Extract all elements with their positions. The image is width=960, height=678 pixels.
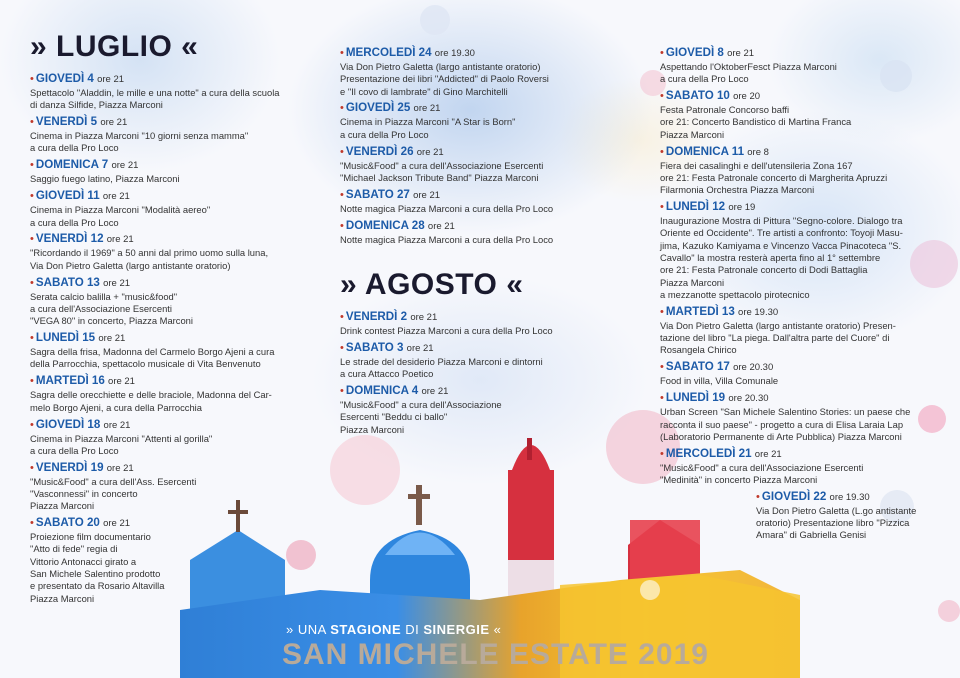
event-time: ore 21 <box>100 117 128 129</box>
event-time: ore 21 <box>410 312 438 324</box>
event-description-line: a cura della Pro Loco <box>30 142 119 154</box>
event-day: GIOVEDÌ 25 <box>345 101 411 115</box>
event-description-line: Food in villa, Villa Comunale <box>660 375 779 387</box>
event-description-line: Rosangela Chirico <box>660 344 737 356</box>
event-day: GIOVEDÌ 18 <box>35 417 101 431</box>
event-description-line: Piazza Marconi <box>340 423 405 435</box>
event-description-line: a cura Attacco Poetico <box>340 368 434 380</box>
event-item <box>660 89 950 141</box>
bullet-icon: • <box>30 276 34 289</box>
event-description-line: "Music&Food" a cura dell'Associazione Esercenti <box>660 461 864 473</box>
event-item <box>660 391 950 443</box>
event-heading <box>660 391 950 406</box>
event-heading <box>30 418 310 433</box>
event-heading <box>340 384 630 399</box>
bullet-icon: • <box>340 311 344 324</box>
event-day: DOMENICA 28 <box>345 218 425 232</box>
event-description-line: Sagra della frisa, Madonna del Carmelo Borgo Ajeni a cura <box>30 346 275 358</box>
event-time: ore 21 <box>754 448 782 460</box>
event-item <box>756 490 950 542</box>
event-description-line: Fiera dei casalinghi e dell'utensileria Zona 167 <box>660 159 853 171</box>
bullet-icon: • <box>660 305 664 318</box>
event-time: ore 21 <box>103 518 131 530</box>
event-description-line: Festa Patronale Concorso baffi <box>660 104 790 116</box>
event-day: VENERDÌ 12 <box>35 232 104 246</box>
event-time: ore 21 <box>413 103 441 115</box>
event-day: VENERDÌ 5 <box>35 115 98 129</box>
bullet-icon: • <box>30 418 34 431</box>
event-description-line: San Michele Salentino prodotto <box>30 568 161 580</box>
event-item <box>30 418 310 458</box>
bullet-icon: • <box>30 116 34 129</box>
event-time: ore 21 <box>108 376 135 388</box>
event-description-line: melo Borgo Ajeni, a cura della Parrocchia <box>30 401 202 413</box>
event-time: ore 21 <box>421 386 449 398</box>
event-time: ore 19.30 <box>738 306 779 318</box>
event-description-line: Oriente ed Occidente". Tre artisti a confronto: Toyoji Masu- <box>660 227 903 239</box>
event-description-line: Filarmonia Orchestra Piazza Marconi <box>660 184 815 196</box>
event-item <box>660 46 950 86</box>
event-day: SABATO 3 <box>345 340 404 354</box>
bullet-icon: • <box>340 219 344 232</box>
event-day: GIOVEDÌ 4 <box>35 72 94 85</box>
event-description-line: "Ricordando il 1969" a 50 anni dal primo uomo sulla luna, <box>30 247 269 259</box>
event-item <box>660 447 950 487</box>
event-heading <box>660 305 950 320</box>
event-item <box>340 384 630 436</box>
tagline-part: » UNA <box>286 622 331 637</box>
bullet-icon: • <box>660 201 664 214</box>
bullet-icon: • <box>660 145 664 158</box>
event-item <box>340 46 630 98</box>
event-day: GIOVEDÌ 22 <box>761 489 827 503</box>
event-description-line: "Music&Food" a cura dell'Ass. Esercenti <box>30 475 197 487</box>
festival-title: SAN MICHELE ESTATE 2019 <box>282 638 709 671</box>
event-time: ore 21 <box>103 419 131 431</box>
event-description-line: Esercenti "Beddu ci ballo" <box>340 411 448 423</box>
event-heading <box>660 200 950 215</box>
event-time: ore 21 <box>413 189 441 201</box>
event-heading <box>340 46 630 61</box>
event-description-line: "Michael Jackson Tribute Band" Piazza Marconi <box>340 171 539 183</box>
event-day: LUNEDÌ 15 <box>35 331 96 345</box>
tagline-part: DI <box>401 622 424 637</box>
event-heading <box>30 232 310 247</box>
event-heading <box>30 331 310 346</box>
event-time: ore 20.30 <box>733 362 774 374</box>
tagline-part: « <box>489 622 502 637</box>
event-description-line: a cura della Pro Loco <box>340 128 429 140</box>
event-item <box>30 516 310 605</box>
event-time: ore 21 <box>416 146 444 158</box>
event-description-line: e presentato da Rosario Altavilla <box>30 580 165 592</box>
event-day: VENERDÌ 19 <box>35 460 104 474</box>
bullet-icon: • <box>30 375 34 388</box>
event-heading <box>340 310 630 325</box>
event-item <box>660 200 950 301</box>
bullet-icon: • <box>340 385 344 398</box>
event-time: ore 21 <box>427 220 455 232</box>
event-time: ore 19.30 <box>434 48 475 59</box>
event-description-line: Piazza Marconi <box>660 128 725 140</box>
event-description-line: Spettacolo "Aladdin, le mille e una notte" a cura della scuola <box>30 87 280 98</box>
event-day: MERCOLEDÌ 21 <box>665 446 752 460</box>
event-time: ore 8 <box>747 146 769 158</box>
event-description-line: Cinema in Piazza Marconi "A Star is Born" <box>340 116 516 128</box>
event-description-line: Piazza Marconi <box>30 500 95 512</box>
event-heading <box>660 360 950 375</box>
event-heading <box>340 219 630 234</box>
event-description-line: tazione del libro "La piega. Dall'altra parte del Cuore" di <box>660 332 890 344</box>
event-time: ore 21 <box>98 333 126 345</box>
event-day: DOMENICA 7 <box>35 158 109 172</box>
event-description-line: ore 21: Festa Patronale concerto di Dodi Battaglia <box>660 264 868 276</box>
event-description-line: di danza Silfide, Piazza Marconi <box>30 99 163 111</box>
event-heading <box>340 341 630 356</box>
event-description-line: Via Don Pietro Galetta (largo antistante oratorio) Presen- <box>660 319 896 331</box>
event-time: ore 21 <box>106 234 134 246</box>
bullet-icon: • <box>30 159 34 172</box>
event-item <box>30 189 310 229</box>
event-list <box>340 310 630 436</box>
event-day: VENERDÌ 2 <box>345 310 408 324</box>
event-description-line: Sagra delle orecchiette e delle braciole, Madonna del Car- <box>30 389 272 401</box>
event-heading <box>660 145 950 160</box>
event-item <box>660 360 950 387</box>
event-description-line: Proiezione film documentario <box>30 531 151 543</box>
event-description-line: "Music&Food" a cura dell'Associazione <box>340 399 502 411</box>
tagline-part: STAGIONE <box>330 622 402 637</box>
event-item <box>30 115 310 155</box>
event-day: MARTEDÌ 13 <box>665 304 735 318</box>
event-description-line: Via Don Pietro Galetta (L.go antistante <box>756 504 917 516</box>
event-heading <box>30 461 310 476</box>
event-heading <box>756 490 950 505</box>
event-description-line: Cinema in Piazza Marconi "Modalità aereo" <box>30 204 211 216</box>
bullet-icon: • <box>660 361 664 374</box>
event-time: ore 21 <box>102 191 130 203</box>
event-description-line: "Atto di fede" regia di <box>30 543 118 555</box>
bullet-icon: • <box>660 47 664 59</box>
event-description-line: "Medinità" in concerto Piazza Marconi <box>660 473 818 485</box>
event-day: LUNEDÌ 12 <box>665 200 726 214</box>
event-description-line: Vittorio Antonacci girato a <box>30 555 137 567</box>
event-description-line: jima, Kazuko Kamiyama e Vincenzo Vacca Pinacoteca "S. <box>660 239 902 251</box>
event-item <box>30 374 310 414</box>
event-description-line: ore 21: Festa Patronale concerto di Margherita Apruzzi <box>660 171 888 183</box>
event-item <box>660 305 950 357</box>
event-description-line: Notte magica Piazza Marconi a cura della Pro Loco <box>340 233 554 245</box>
event-heading <box>30 158 310 173</box>
luglio-column <box>30 30 310 609</box>
event-description-line: Cavallo" la mostra resterà aperta fino al 1° settembre <box>660 252 881 264</box>
bullet-icon: • <box>30 190 34 203</box>
event-description-line: Presentazione dei libri "Addicted" di Paolo Roversi <box>340 73 549 85</box>
event-day: SABATO 27 <box>345 187 410 201</box>
event-description-line: Le strade del desiderio Piazza Marconi e dintorni <box>340 355 543 367</box>
event-time: ore 21 <box>103 277 131 289</box>
event-description-line: "Music&Food" a cura dell'Associazione Esercenti <box>340 159 544 171</box>
event-description-line: Cinema in Piazza Marconi "Attenti al gorilla" <box>30 432 213 444</box>
footer-tagline <box>286 622 501 637</box>
event-heading <box>340 188 630 203</box>
bullet-icon: • <box>30 332 34 345</box>
event-description-line: a cura della Pro Loco <box>30 444 119 456</box>
event-list <box>30 72 310 605</box>
month-title-agosto: » AGOSTO « <box>340 268 524 302</box>
event-day: GIOVEDÌ 8 <box>665 46 724 59</box>
event-description-line: e "Il covo di lambrate" di Gino Marchitelli <box>340 85 508 97</box>
event-day: SABATO 20 <box>35 516 100 530</box>
event-day: LUNEDÌ 19 <box>665 391 726 405</box>
event-description-line: Saggio fuego latino, Piazza Marconi <box>30 173 180 185</box>
event-item <box>340 341 630 381</box>
bullet-icon: • <box>660 90 664 103</box>
event-heading <box>660 46 950 61</box>
event-heading <box>30 115 310 130</box>
event-description-line: Piazza Marconi <box>660 276 725 288</box>
event-day: SABATO 10 <box>665 89 730 103</box>
event-time: ore 19.30 <box>829 491 870 503</box>
bullet-icon: • <box>340 145 344 158</box>
event-description-line: Via Don Pietro Galetta (largo antistante oratorio) <box>340 61 541 72</box>
bullet-icon: • <box>340 188 344 201</box>
bullet-icon: • <box>660 447 664 460</box>
event-time: ore 21 <box>727 48 755 59</box>
month-title-luglio: » LUGLIO « <box>30 30 199 63</box>
event-item <box>30 232 310 272</box>
event-item <box>340 101 630 141</box>
event-time: ore 19 <box>728 202 756 214</box>
event-time: ore 20.30 <box>728 393 769 405</box>
event-description-line: (Laboratorio Permanente di Arte Pubblica) Piazza Marconi <box>660 430 902 442</box>
event-item <box>340 219 630 246</box>
event-time: ore 20 <box>733 91 761 103</box>
event-description-line: Piazza Marconi <box>30 592 95 604</box>
event-description-line: Drink contest Piazza Marconi a cura della Pro Loco <box>340 325 553 337</box>
event-heading <box>660 447 950 462</box>
event-item <box>30 276 310 328</box>
event-day: SABATO 13 <box>35 275 100 289</box>
event-item <box>660 145 950 197</box>
event-description-line: ore 21: Concerto Bandistico di Martina Franca <box>660 116 852 128</box>
event-heading <box>30 516 310 531</box>
event-time: ore 21 <box>406 342 434 354</box>
event-item <box>30 158 310 185</box>
event-description-line: a cura dell'Associazione Esercenti <box>30 302 172 314</box>
event-description-line: "VEGA 80" in concerto, Piazza Marconi <box>30 315 193 327</box>
bullet-icon: • <box>30 73 34 85</box>
luglio-cont-column <box>340 46 630 440</box>
bullet-icon: • <box>30 517 34 530</box>
event-description-line: a cura della Pro Loco <box>660 73 749 85</box>
event-time: ore 21 <box>97 74 125 85</box>
event-item <box>340 145 630 185</box>
event-day: DOMENICA 11 <box>665 144 745 158</box>
event-day: GIOVEDÌ 11 <box>35 189 100 203</box>
event-day: MARTEDÌ 16 <box>35 374 105 388</box>
event-description-line: racconta il suo paese" - progetto a cura di Elisa Laraia Lap <box>660 418 904 430</box>
bullet-icon: • <box>30 233 34 246</box>
event-item <box>30 72 310 112</box>
bullet-icon: • <box>340 47 344 59</box>
event-heading <box>30 72 310 87</box>
event-heading <box>30 374 310 389</box>
event-day: VENERDÌ 26 <box>345 144 414 158</box>
event-description-line: a cura della Pro Loco <box>30 216 119 228</box>
event-heading <box>30 276 310 291</box>
event-description-line: Aspettando l'OktoberFesct Piazza Marconi <box>660 61 837 72</box>
event-time: ore 21 <box>111 160 139 172</box>
event-item <box>30 461 310 513</box>
bullet-icon: • <box>30 461 34 474</box>
event-item <box>340 310 630 337</box>
event-description-line: "Vasconnessi" in concerto <box>30 487 138 499</box>
event-description-line: Cinema in Piazza Marconi "10 giorni senza mamma" <box>30 130 249 142</box>
event-list <box>340 46 630 246</box>
event-description-line: Serata calcio balilla + "music&food" <box>30 290 178 302</box>
event-day: SABATO 17 <box>665 360 730 374</box>
event-description-line: Notte magica Piazza Marconi a cura della Pro Loco <box>340 202 554 214</box>
tagline-part: SINERGIE <box>423 622 490 637</box>
event-time: ore 21 <box>106 462 134 474</box>
event-heading <box>340 145 630 160</box>
bullet-icon: • <box>756 490 760 503</box>
event-list <box>660 46 950 542</box>
event-heading <box>660 89 950 104</box>
bullet-icon: • <box>660 392 664 405</box>
event-item <box>340 188 630 215</box>
bullet-icon: • <box>340 102 344 115</box>
event-description-line: Via Don Pietro Galetta (largo antistante oratorio) <box>30 259 231 271</box>
event-item <box>30 331 310 371</box>
event-description-line: della Parrocchia, spettacolo musicale di Vita Benvenuto <box>30 358 261 370</box>
event-day: DOMENICA 4 <box>345 384 419 398</box>
bullet-icon: • <box>340 341 344 354</box>
event-description-line: a mezzanotte spettacolo pirotecnico <box>660 288 810 300</box>
event-description-line: oratorio) Presentazione libro "Pizzica <box>756 517 910 529</box>
event-description-line: Urban Screen "San Michele Salentino Stories: un paese che <box>660 406 911 418</box>
event-description-line: Inaugurazione Mostra di Pittura "Segno-colore. Dialogo tra <box>660 215 903 227</box>
agosto-cont-column <box>660 46 950 545</box>
event-heading <box>340 101 630 116</box>
event-heading <box>30 189 310 204</box>
event-description-line: Amara" di Gabriella Genisi <box>756 529 867 541</box>
event-day: MERCOLEDÌ 24 <box>345 46 432 59</box>
